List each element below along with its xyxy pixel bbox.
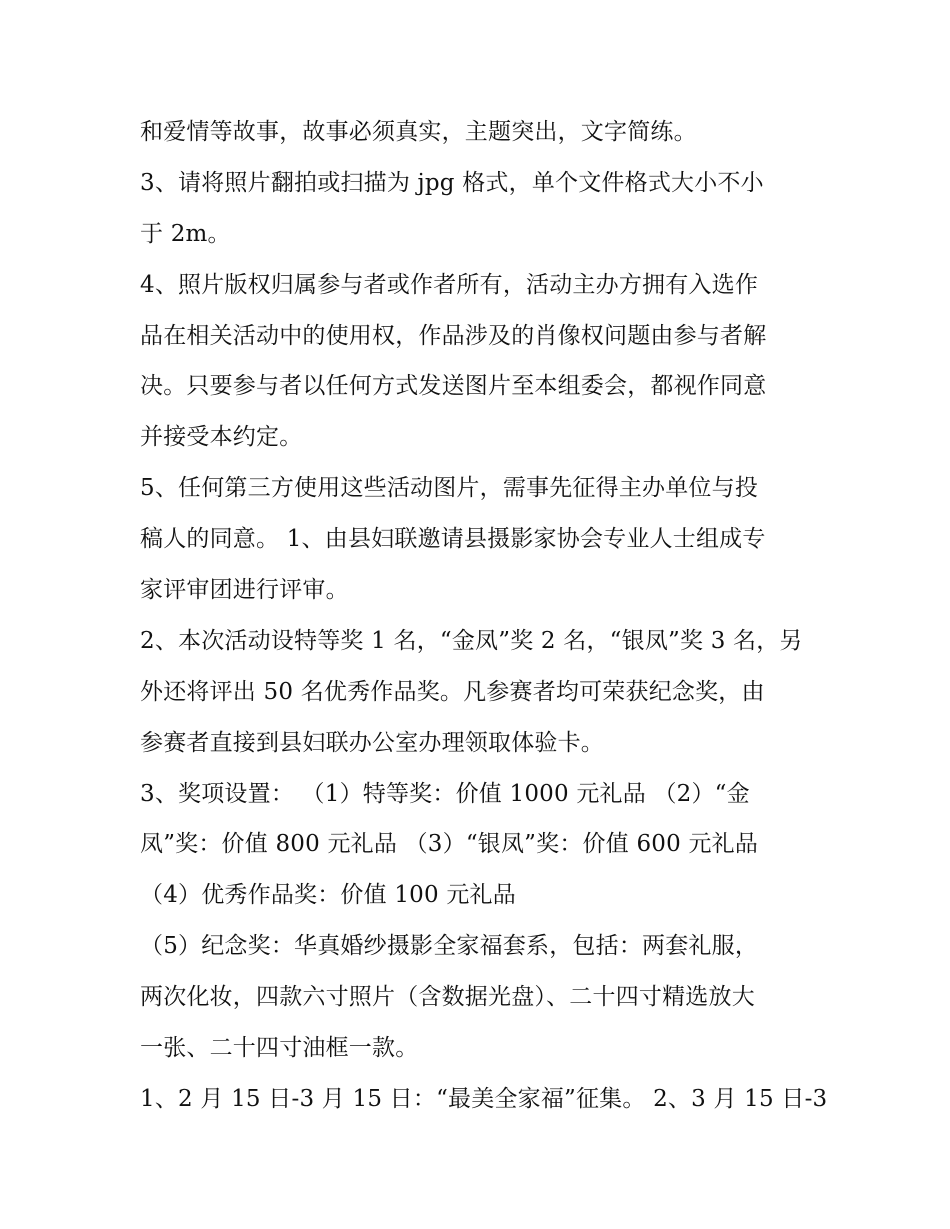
text-line: 家评审团进行评审。 xyxy=(140,577,349,604)
text-line: 4、照片版权归属参与者或作者所有，活动主办方拥有入选作 xyxy=(140,271,759,298)
text-line: 3、请将照片翻拍或扫描为 jpg 格式，单个文件格式大小不小 xyxy=(140,169,764,196)
text-line: 品在相关活动中的使用权，作品涉及的肖像权问题由参与者解 xyxy=(140,322,767,349)
text-line: 一张、二十四寸油框一款。 xyxy=(140,1035,419,1062)
text-line: 参赛者直接到县妇联办公室办理领取体验卡。 xyxy=(140,729,604,756)
text-line: 两次化妆，四款六寸照片（含数据光盘）、二十四寸精选放大 xyxy=(140,984,755,1011)
text-line: 2、本次活动设特等奖 1 名，“金凤”奖 2 名，“银凤”奖 3 名，另 xyxy=(140,627,803,654)
text-line: 凤”奖：价值 800 元礼品 （3）“银凤”奖：价值 600 元礼品 xyxy=(140,831,759,858)
text-line: 1、2 月 15 日-3 月 15 日：“最美全家福”征集。 2、3 月 15 日-3 xyxy=(140,1085,828,1112)
text-line: 和爱情等故事，故事必须真实，主题突出，文字简练。 xyxy=(140,119,697,145)
text-line: （4）优秀作品奖：价值 100 元礼品 xyxy=(140,882,516,909)
text-line: 于 2m。 xyxy=(140,220,231,247)
body-text xyxy=(140,107,830,1125)
text-line: 5、任何第三方使用这些活动图片，需事先征得主办单位与投 xyxy=(140,475,759,502)
text-line: 决。只要参与者以任何方式发送图片至本组委会，都视作同意 xyxy=(140,373,767,400)
text-line: 外还将评出 50 名优秀作品奖。凡参赛者均可荣获纪念奖，由 xyxy=(140,678,765,705)
text-line: 并接受本约定。 xyxy=(140,424,303,451)
text-line: （5）纪念奖：华真婚纱摄影全家福套系，包括：两套礼服， xyxy=(140,933,759,960)
text-line: 3、奖项设置： （1）特等奖：价值 1000 元礼品 （2）“金 xyxy=(140,780,750,807)
text-line: 稿人的同意。 1、由县妇联邀请县摄影家协会专业人士组成专 xyxy=(140,526,766,553)
